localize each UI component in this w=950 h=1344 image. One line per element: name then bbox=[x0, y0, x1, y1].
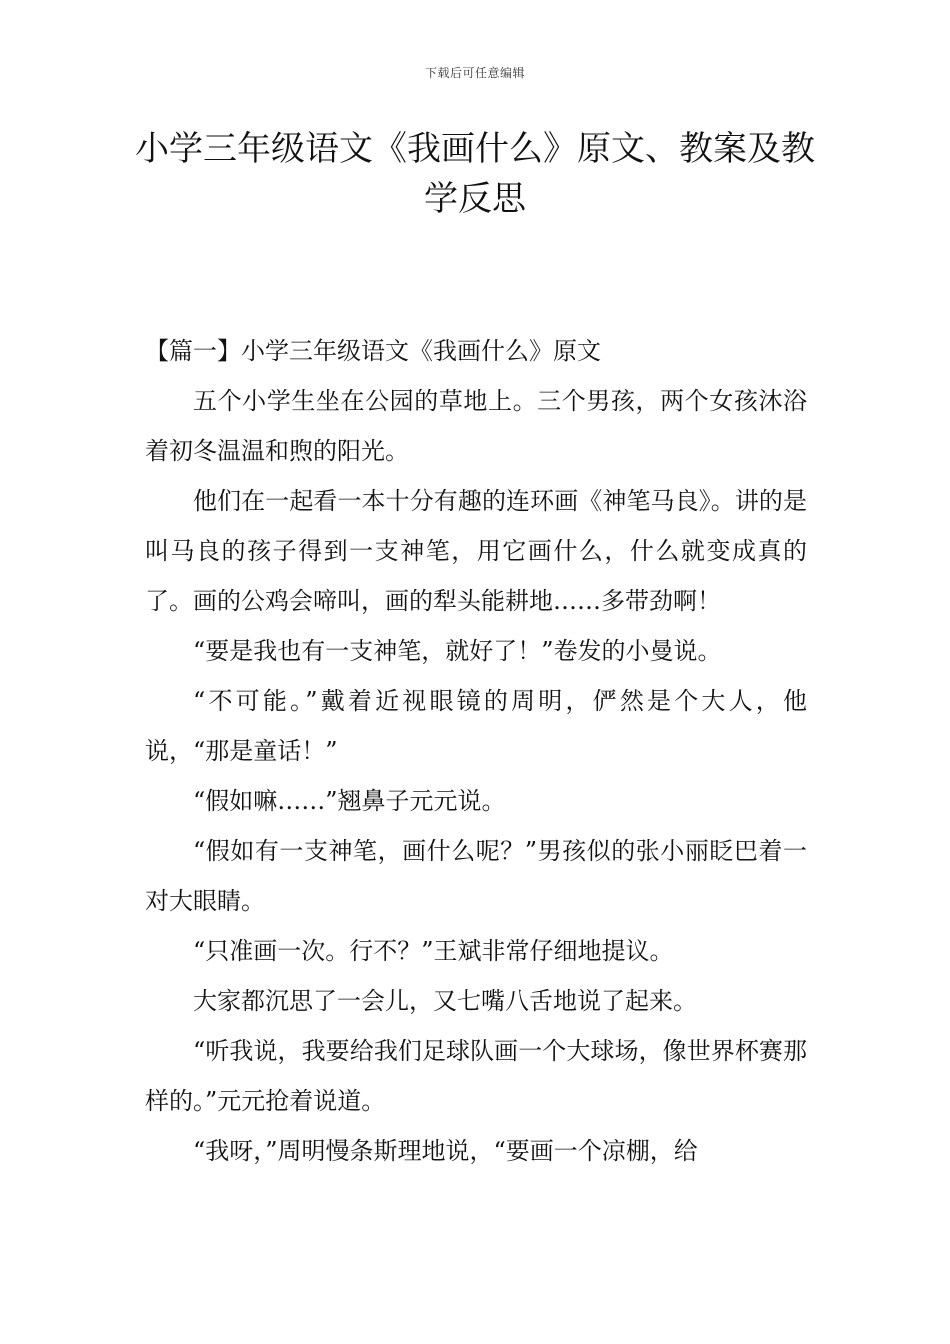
paragraph-5: “假如嘛……”翘鼻子元元说。 bbox=[193, 787, 506, 815]
paragraph-4: “不可能。”戴着近视眼镜的周明，俨然是个大人，他说，“那是童话！” bbox=[145, 687, 807, 765]
section-heading: 【篇一】小学三年级语文《我画什么》原文 bbox=[145, 337, 601, 365]
document-body bbox=[145, 326, 807, 1176]
paragraph-10: “我呀，”周明慢条斯理地说，“要画一个凉棚，给 bbox=[193, 1137, 698, 1165]
paragraph-1: 五个小学生坐在公园的草地上。三个男孩，两个女孩沐浴着初冬温温和煦的阳光。 bbox=[145, 387, 807, 465]
paragraph-7: “只准画一次。行不？”王斌非常仔细地提议。 bbox=[193, 937, 674, 965]
paragraph-8: 大家都沉思了一会儿，又七嘴八舌地说了起来。 bbox=[193, 987, 697, 1015]
paragraph-6: “假如有一支神笔，画什么呢？”男孩似的张小丽眨巴着一对大眼睛。 bbox=[145, 837, 807, 915]
header-note: 下载后可任意编辑 bbox=[424, 66, 525, 80]
paragraph-9: “听我说，我要给我们足球队画一个大球场，像世界杯赛那样的。”元元抢着说道。 bbox=[145, 1037, 807, 1115]
paragraph-3: “要是我也有一支神笔，就好了！”卷发的小曼说。 bbox=[193, 637, 722, 665]
paragraph-2: 他们在一起看一本十分有趣的连环画《神笔马良》。讲的是叫马良的孩子得到一支神笔，用它画什么，什么就变成真的了。画的公鸡会啼叫，画的犁头能耕地……多带劲啊！ bbox=[145, 487, 807, 615]
document-title: 小学三年级语文《我画什么》原文、教案及教学反思 bbox=[135, 129, 815, 219]
